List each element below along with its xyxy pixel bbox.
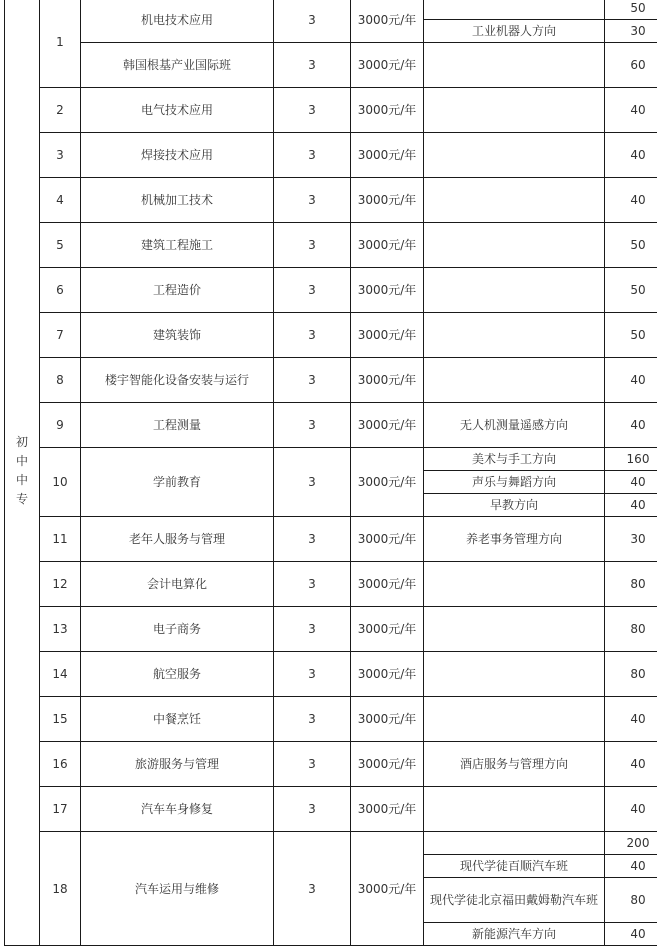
table-row <box>5 88 657 133</box>
direction-name <box>424 88 605 133</box>
major-name: 汽车车身修复 <box>81 787 274 832</box>
major-name: 电子商务 <box>81 607 274 652</box>
table-row <box>5 448 657 471</box>
tuition-fee: 3000元/年 <box>351 223 424 268</box>
table-row <box>5 43 657 88</box>
table-row <box>5 268 657 313</box>
tuition-fee: 3000元/年 <box>351 652 424 697</box>
direction-name <box>424 832 605 855</box>
major-name: 机电技术应用 <box>81 0 274 43</box>
tuition-fee: 3000元/年 <box>351 358 424 403</box>
row-number: 15 <box>40 697 81 742</box>
duration-years: 3 <box>274 313 351 358</box>
tuition-fee: 3000元/年 <box>351 742 424 787</box>
plan-count: 40 <box>605 855 657 878</box>
direction-name: 早教方向 <box>424 494 605 517</box>
row-number: 2 <box>40 88 81 133</box>
row-number: 3 <box>40 133 81 178</box>
direction-name: 现代学徒北京福田戴姆勒汽车班 <box>424 878 605 923</box>
table-row <box>5 652 657 697</box>
row-number: 10 <box>40 448 81 517</box>
direction-name <box>424 607 605 652</box>
table-row <box>5 403 657 448</box>
duration-years: 3 <box>274 88 351 133</box>
tuition-fee: 3000元/年 <box>351 787 424 832</box>
direction-name: 无人机测量遥感方向 <box>424 403 605 448</box>
table-body <box>5 0 657 946</box>
plan-count: 40 <box>605 494 657 517</box>
major-name: 旅游服务与管理 <box>81 742 274 787</box>
major-name: 汽车运用与维修 <box>81 832 274 946</box>
duration-years: 3 <box>274 697 351 742</box>
direction-name: 现代学徒百顺汽车班 <box>424 855 605 878</box>
direction-name <box>424 787 605 832</box>
direction-name <box>424 652 605 697</box>
plan-count: 80 <box>605 878 657 923</box>
duration-years: 3 <box>274 787 351 832</box>
direction-name <box>424 178 605 223</box>
row-number: 5 <box>40 223 81 268</box>
tuition-fee: 3000元/年 <box>351 832 424 946</box>
duration-years: 3 <box>274 517 351 562</box>
major-name: 焊接技术应用 <box>81 133 274 178</box>
direction-name: 新能源汽车方向 <box>424 923 605 946</box>
table-row <box>5 562 657 607</box>
row-number: 11 <box>40 517 81 562</box>
tuition-fee: 3000元/年 <box>351 448 424 517</box>
tuition-fee: 3000元/年 <box>351 178 424 223</box>
plan-count: 50 <box>605 313 657 358</box>
table-row <box>5 517 657 562</box>
plan-count: 30 <box>605 517 657 562</box>
table-row <box>5 787 657 832</box>
tuition-fee: 3000元/年 <box>351 517 424 562</box>
major-name: 老年人服务与管理 <box>81 517 274 562</box>
major-name: 机械加工技术 <box>81 178 274 223</box>
row-number: 13 <box>40 607 81 652</box>
row-number: 1 <box>40 0 81 88</box>
major-name: 工程测量 <box>81 403 274 448</box>
row-number: 16 <box>40 742 81 787</box>
enrollment-table <box>4 0 657 946</box>
tuition-fee: 3000元/年 <box>351 562 424 607</box>
major-name: 学前教育 <box>81 448 274 517</box>
row-number: 9 <box>40 403 81 448</box>
table-row <box>5 178 657 223</box>
duration-years: 3 <box>274 652 351 697</box>
tuition-fee: 3000元/年 <box>351 0 424 43</box>
table-row <box>5 358 657 403</box>
duration-years: 3 <box>274 607 351 652</box>
direction-name <box>424 562 605 607</box>
tuition-fee: 3000元/年 <box>351 88 424 133</box>
row-number: 8 <box>40 358 81 403</box>
plan-count: 40 <box>605 403 657 448</box>
row-number: 6 <box>40 268 81 313</box>
major-name: 电气技术应用 <box>81 88 274 133</box>
direction-name <box>424 313 605 358</box>
duration-years: 3 <box>274 562 351 607</box>
duration-years: 3 <box>274 358 351 403</box>
table-row <box>5 133 657 178</box>
row-number: 4 <box>40 178 81 223</box>
plan-count: 80 <box>605 607 657 652</box>
major-name: 航空服务 <box>81 652 274 697</box>
row-number: 7 <box>40 313 81 358</box>
duration-years: 3 <box>274 832 351 946</box>
table-row <box>5 223 657 268</box>
major-name: 中餐烹饪 <box>81 697 274 742</box>
plan-count: 40 <box>605 133 657 178</box>
duration-years: 3 <box>274 448 351 517</box>
plan-count: 40 <box>605 358 657 403</box>
plan-count: 50 <box>605 0 657 20</box>
major-name: 会计电算化 <box>81 562 274 607</box>
table-row <box>5 697 657 742</box>
table-row <box>5 742 657 787</box>
duration-years: 3 <box>274 223 351 268</box>
duration-years: 3 <box>274 742 351 787</box>
category-label: 初中中专 <box>15 434 28 506</box>
direction-name <box>424 133 605 178</box>
major-name: 工程造价 <box>81 268 274 313</box>
plan-count: 40 <box>605 88 657 133</box>
direction-name: 工业机器人方向 <box>424 20 605 43</box>
direction-name <box>424 358 605 403</box>
plan-count: 80 <box>605 562 657 607</box>
table-wrapper <box>4 0 657 946</box>
row-number: 12 <box>40 562 81 607</box>
direction-name: 美术与手工方向 <box>424 448 605 471</box>
direction-name: 酒店服务与管理方向 <box>424 742 605 787</box>
plan-count: 40 <box>605 471 657 494</box>
plan-count: 160 <box>605 448 657 471</box>
direction-name: 声乐与舞蹈方向 <box>424 471 605 494</box>
tuition-fee: 3000元/年 <box>351 268 424 313</box>
plan-count: 30 <box>605 20 657 43</box>
duration-years: 3 <box>274 43 351 88</box>
major-name: 韩国根基产业国际班 <box>81 43 274 88</box>
row-number: 14 <box>40 652 81 697</box>
row-number: 18 <box>40 832 81 946</box>
major-name: 楼宇智能化设备安装与运行 <box>81 358 274 403</box>
plan-count: 40 <box>605 697 657 742</box>
plan-count: 80 <box>605 652 657 697</box>
direction-name <box>424 43 605 88</box>
major-name: 建筑装饰 <box>81 313 274 358</box>
duration-years: 3 <box>274 133 351 178</box>
table-row <box>5 313 657 358</box>
tuition-fee: 3000元/年 <box>351 43 424 88</box>
plan-count: 50 <box>605 223 657 268</box>
row-number: 17 <box>40 787 81 832</box>
direction-name <box>424 223 605 268</box>
duration-years: 3 <box>274 178 351 223</box>
plan-count: 40 <box>605 742 657 787</box>
duration-years: 3 <box>274 268 351 313</box>
tuition-fee: 3000元/年 <box>351 133 424 178</box>
tuition-fee: 3000元/年 <box>351 607 424 652</box>
category-cell <box>5 0 40 946</box>
direction-name <box>424 0 605 20</box>
table-row <box>5 0 657 20</box>
direction-name <box>424 268 605 313</box>
tuition-fee: 3000元/年 <box>351 313 424 358</box>
plan-count: 50 <box>605 268 657 313</box>
major-name: 建筑工程施工 <box>81 223 274 268</box>
plan-count: 40 <box>605 923 657 946</box>
duration-years: 3 <box>274 403 351 448</box>
plan-count: 40 <box>605 178 657 223</box>
direction-name <box>424 697 605 742</box>
direction-name: 养老事务管理方向 <box>424 517 605 562</box>
plan-count: 200 <box>605 832 657 855</box>
duration-years: 3 <box>274 0 351 43</box>
plan-count: 40 <box>605 787 657 832</box>
tuition-fee: 3000元/年 <box>351 403 424 448</box>
plan-count: 60 <box>605 43 657 88</box>
tuition-fee: 3000元/年 <box>351 697 424 742</box>
table-row <box>5 832 657 855</box>
table-row <box>5 607 657 652</box>
